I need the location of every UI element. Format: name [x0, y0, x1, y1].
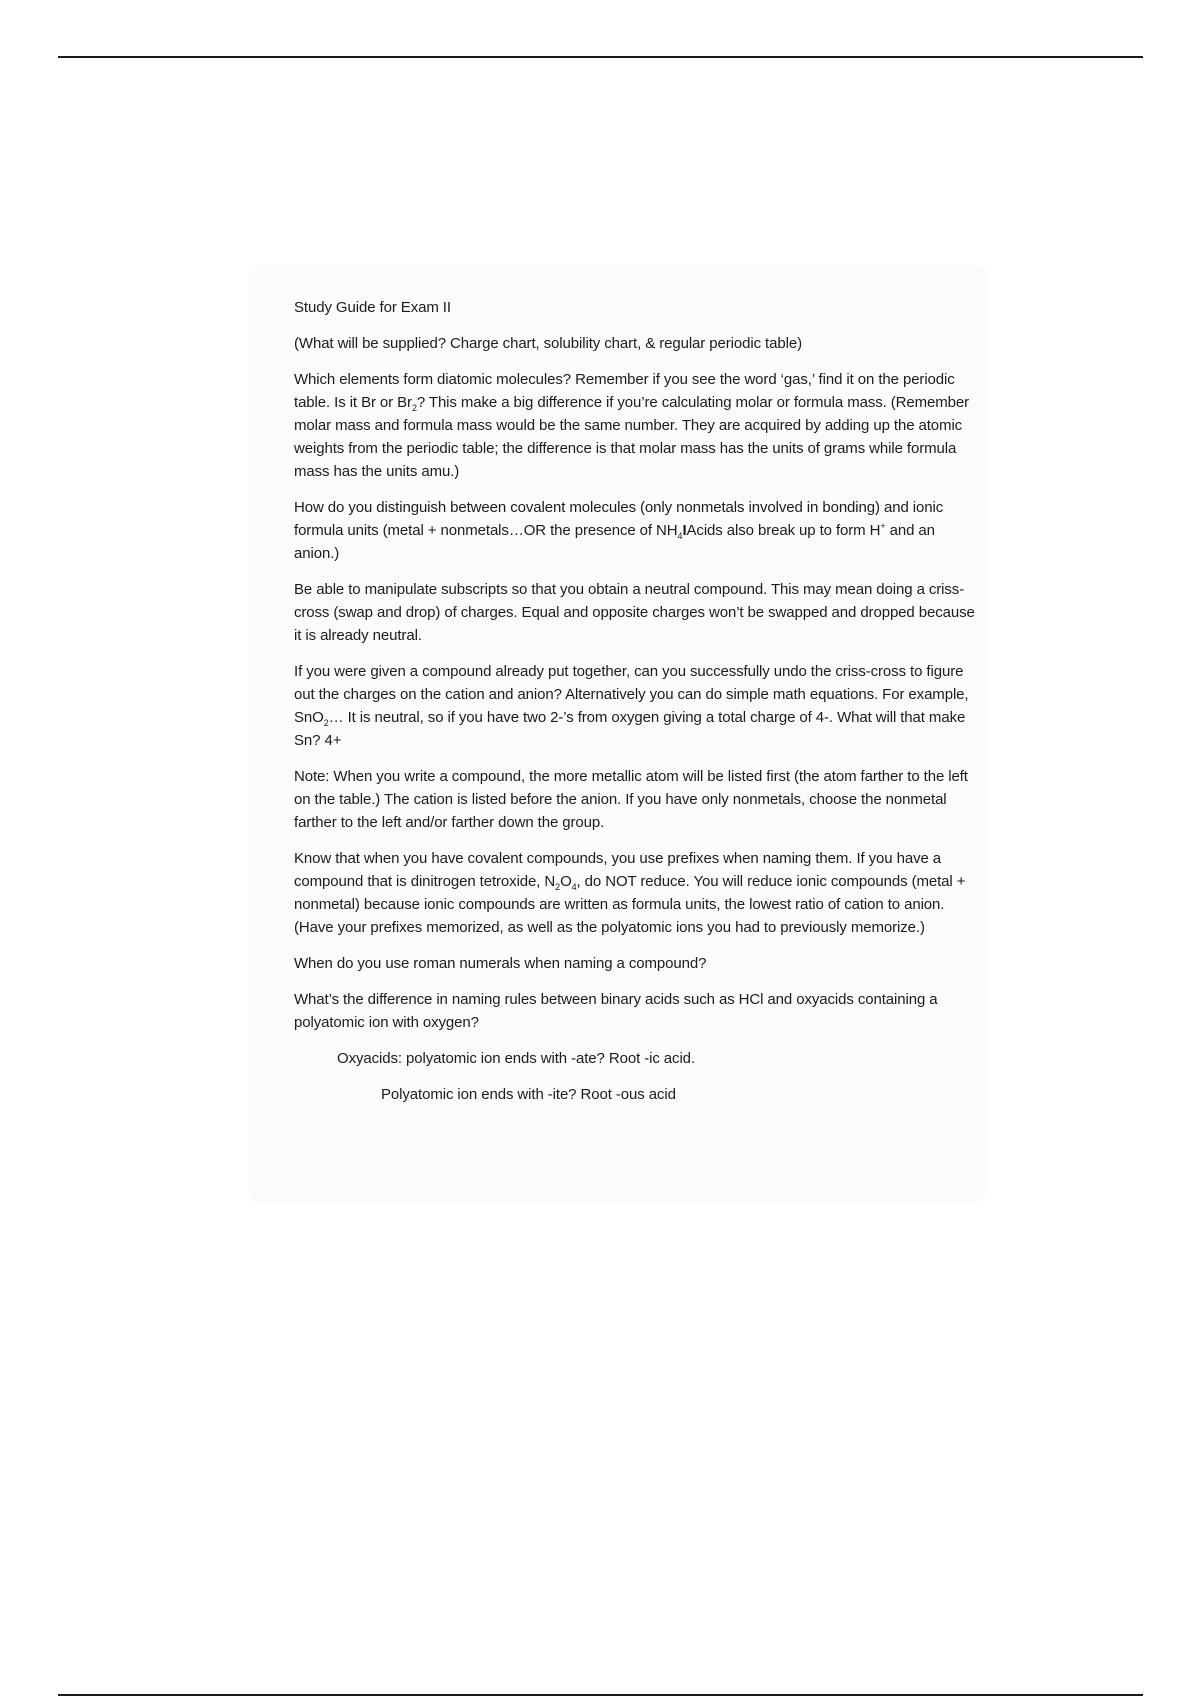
supplied-paragraph: (What will be supplied? Charge chart, solubility chart, & regular periodic table) — [294, 335, 802, 352]
top-rule — [58, 56, 1143, 58]
document-body — [294, 296, 984, 1119]
document-title: Study Guide for Exam II — [294, 299, 451, 316]
prefixes-paragraph: Know that when you have covalent compounds, you use prefixes when naming them. If you have a compound that is dinitrogen tetroxide, $N_2O_4$, do NOT reduce. You will reduce ionic compounds (metal + nonmetal) because ionic compounds are written as formula units, the lowest ratio of cation to anion. (Have your prefixes memorized, as well as the polyatomic ions you had to previously memorize.) — [294, 850, 966, 936]
bottom-rule — [58, 1694, 1143, 1696]
acids-question: What’s the difference in naming rules between binary acids such as HCl and oxyacids containing a polyatomic ion with oxygen? — [294, 991, 938, 1031]
oxyacids-ite-rule: Polyatomic ion ends with -ite? Root -ous acid — [381, 1086, 676, 1103]
note-paragraph: Note: When you write a compound, the more metallic atom will be listed first (the atom farther to the left on the table.) The cation is listed before the anion. If you have only nonmetals, choose the nonmetal farther to the left and/or farther down the group. — [294, 768, 968, 831]
roman-numerals-question: When do you use roman numerals when naming a compound? — [294, 955, 707, 972]
subscripts-paragraph: Be able to manipulate subscripts so that you obtain a neutral compound. This may mean doing a criss-cross (swap and drop) of charges. Equal and opposite charges won’t be swapped and dropped because it is already neutral. — [294, 581, 975, 644]
oxyacids-ate-rule: Oxyacids: polyatomic ion ends with -ate? Root -ic acid. — [337, 1050, 695, 1067]
covalent-ionic-paragraph: How do you distinguish between covalent molecules (only nonmetals involved in bonding) and ionic formula units (metal + nonmetals…OR the presence of $NH_4IAcids$ also break up to form H+ and an anion.) — [294, 499, 944, 562]
undo-criss-cross-paragraph: If you were given a compound already put together, can you successfully undo the criss-cross to figure out the charges on the cation and anion? Alternatively you can do simple math equations. For example, SnO$_2$… It is neutral, so if you have two 2-’s from oxygen giving a total charge of 4-. What will that make Sn? 4+ — [294, 663, 969, 749]
text-cursor-icon: I — [682, 522, 687, 539]
diatomic-paragraph: Which elements form diatomic molecules? Remember if you see the word ‘gas,’ find it on the periodic table. Is it Br or $Br_2$? This make a big difference if you’re calculating molar or formula mass. (Remember molar mass and formula mass would be the same number. They are acquired by adding up the atomic weights from the periodic table; the difference is that molar mass has the units of grams while formula mass has the units amu.) — [294, 371, 970, 480]
